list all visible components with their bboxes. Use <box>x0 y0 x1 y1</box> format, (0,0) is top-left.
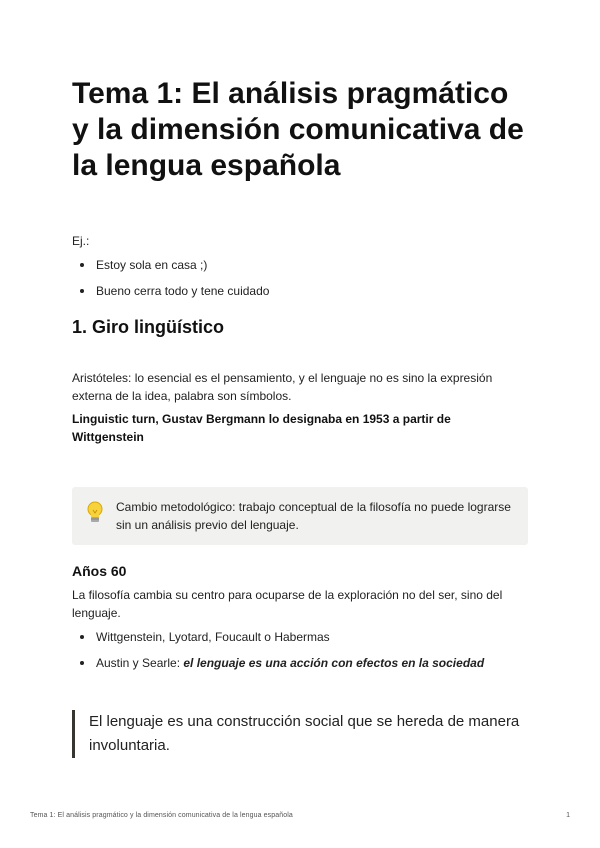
authors-list <box>72 628 484 672</box>
bullet-icon <box>80 635 84 639</box>
callout-text: Cambio metodológico: trabajo conceptual de la filosofía no puede lograrse sin un análisis previo del lenguaje. <box>116 500 511 532</box>
page-number: 1 <box>566 812 570 819</box>
example-list <box>72 256 269 300</box>
bullet-icon <box>80 263 84 267</box>
footer-title: Tema 1: El análisis pragmático y la dimensión comunicativa de la lengua española <box>30 812 293 819</box>
list-item-prefix: Austin y Searle: <box>96 656 184 670</box>
lightbulb-icon <box>86 501 104 525</box>
list-item-text: Estoy sola en casa ;) <box>96 258 208 272</box>
list-item-text: Bueno cerra todo y tene cuidado <box>96 284 270 298</box>
list-item <box>72 256 269 274</box>
list-item-text: Wittgenstein, Lyotard, Foucault o Habermas <box>96 630 330 644</box>
bullet-icon <box>80 661 84 665</box>
paragraph: La filosofía cambia su centro para ocuparse de la exploración no del ser, sino del lenguaje. <box>72 588 503 620</box>
paragraph: Aristóteles: lo esencial es el pensamiento, y el lenguaje no es sino la expresión externa de la idea, palabra son símbolos. <box>72 371 493 403</box>
list-item <box>72 628 484 646</box>
list-item <box>72 654 484 672</box>
subsection-heading: Años 60 <box>72 563 127 579</box>
list-item-emphasis: el lenguaje es una acción con efectos en la sociedad <box>183 656 485 670</box>
page-title: Tema 1: El análisis pragmático y la dimensión comunicativa de la lengua española <box>72 77 524 182</box>
bold-paragraph: Linguistic turn, Gustav Bergmann lo designaba en 1953 a partir de Wittgenstein <box>72 412 451 444</box>
section-heading: 1. Giro lingüístico <box>72 317 225 337</box>
bullet-icon <box>80 289 84 293</box>
list-item <box>72 282 269 300</box>
example-label: Ej.: <box>72 234 90 248</box>
callout-box <box>72 487 528 545</box>
blockquote: El lenguaje es una construcción social que se hereda de manera involuntaria. <box>72 710 528 758</box>
